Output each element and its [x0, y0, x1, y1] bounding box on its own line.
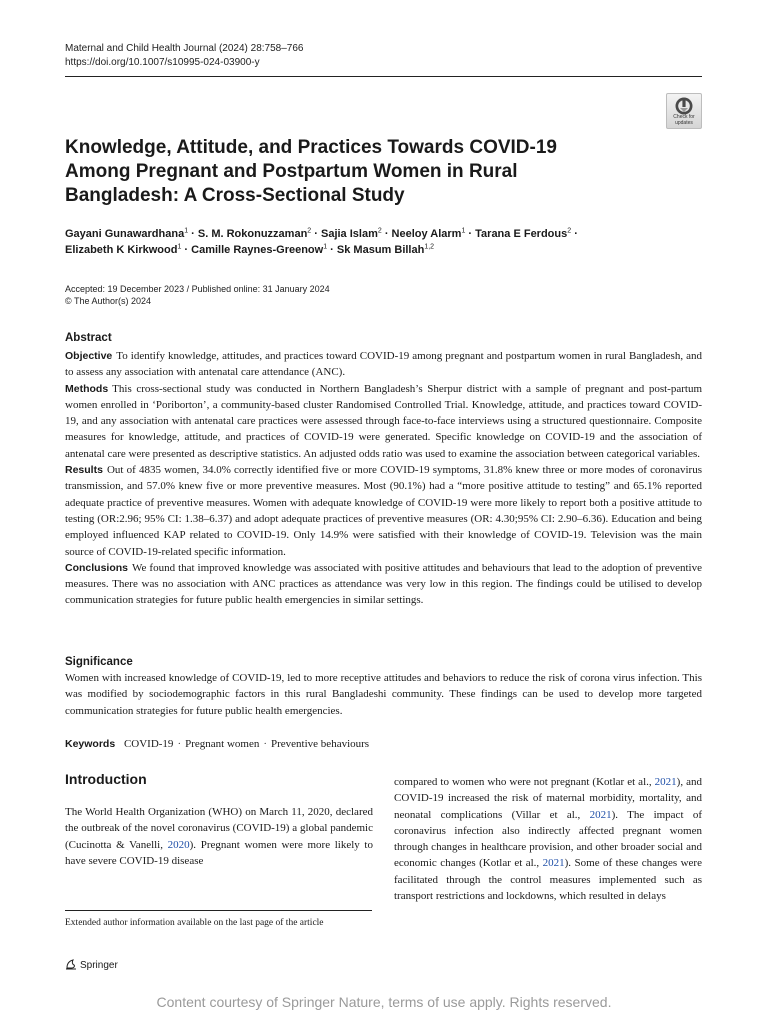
abstract-objective [65, 348, 702, 381]
keyword-item: Pregnant women [185, 738, 260, 750]
publisher-name: Springer [80, 960, 118, 971]
publisher-mark [65, 958, 118, 973]
author-info-footnote: Extended author information available on the last page of the article [65, 918, 324, 928]
keyword-separator: · [177, 738, 182, 750]
author-separator: · [311, 228, 321, 240]
significance-text: Women with increased knowledge of COVID-19, led to more receptive attitudes and behaviors to reduce the risk of corona virus infection. This was modified by sociodemographic factors in this rural Bangladeshi community. These findings can be used to develop more targeted communication strategies for future public health emergencies. [65, 672, 702, 717]
author-name: Sk Masum Billah [336, 244, 425, 256]
abstract-conclusions [65, 560, 702, 609]
author-separator: · [381, 228, 392, 240]
affiliation-marker: 1 [177, 243, 182, 251]
results-label: Results [65, 464, 103, 477]
introduction-right-column: compared to women who were not pregnant (Kotlar et al., 2021), and COVID-19 increased the risk of maternal morbidity, mortality, and neonatal complications (Villar et al., 2021). The impact of coronavirus infection also indirectly affected pregnant women through changes in healthcare provision, and other broader social and economic changes (Kotlar et al., 2021). Some of these changes were facilitated through the control measures implemented such as transport restrictions and lockdowns, which resulted in delays [394, 776, 703, 903]
significance-heading: Significance [65, 656, 133, 668]
methods-label: Methods [65, 382, 109, 395]
affiliation-marker: 1 [461, 227, 466, 235]
conclusions-label: Conclusions [65, 561, 129, 574]
header-divider [65, 76, 702, 77]
citation-link[interactable]: 2021 [654, 776, 677, 788]
footnote-divider [65, 910, 372, 911]
keywords-label: Keywords [65, 738, 116, 750]
author-name: Neeloy Alarm [391, 228, 462, 240]
citation-link[interactable]: 2021 [589, 808, 612, 821]
author-name: Sajia Islam [320, 228, 378, 240]
badge-label: Check for updates [673, 114, 695, 126]
springer-logo-icon [65, 958, 77, 970]
abstract-body [65, 348, 702, 609]
abstract-heading: Abstract [65, 332, 112, 344]
affiliation-marker: 1 [323, 243, 328, 251]
doi-link[interactable]: https://doi.org/10.1007/s10995-024-03900-y [65, 56, 260, 68]
citation-link[interactable]: 2021 [542, 857, 565, 870]
methods-text: This cross-sectional study was conducted in Northern Bangladesh’s Sherpur district with a sample of pregnant and post-partum women enrolled in ‘Poriborton’, a community-based cluster Randomised Controlled Trial. Knowledge, attitude, and practices toward COVID-19, and any association with antenatal care practices were assessed through face-to-face interviews using a structured questionnaire. Composite measures for knowledge, attitude, and practices of COVID-19 were generated. Specific knowledge on COVID-19 and the association of antenatal care were presented as descriptive statistics. An adjusted odds ratio was used to examine the association between categorical variables. [65, 382, 702, 460]
author-separator: · [571, 228, 578, 240]
article-title: Knowledge, Attitude, and Practices Towards COVID-19 Among Pregnant and Postpartum Women in Rural Bangladesh: A Cross-Sectional Study [65, 137, 557, 206]
journal-header [65, 42, 304, 69]
publication-dates [65, 283, 330, 307]
author-name: Camille Raynes-Greenow [191, 244, 324, 256]
keyword-item: Preventive behaviours [271, 738, 370, 750]
author-name: Tarana E Ferdous [475, 228, 568, 240]
check-for-updates-icon [674, 96, 694, 116]
affiliation-marker: 2 [377, 227, 382, 235]
accepted-published-date: Accepted: 19 December 2023 / Published online: 31 January 2024 [65, 284, 330, 294]
author-separator: · [181, 244, 192, 256]
citation-link[interactable]: 2020 [167, 838, 190, 851]
author-separator: · [465, 228, 476, 240]
objective-label: Objective [65, 350, 113, 362]
journal-citation: Maternal and Child Health Journal (2024) 28:758–766 [65, 43, 304, 54]
affiliation-marker: 1 [184, 227, 189, 235]
affiliation-marker: 2 [567, 227, 572, 235]
courtesy-notice: Content courtesy of Springer Nature, terms of use apply. Rights reserved. [156, 994, 612, 1010]
results-text: Out of 4835 women, 34.0% correctly identified five or more COVID-19 symptoms, 31.8% knew three or more modes of coronavirus transmission, and 57.0% knew five or more preventive measures. Most (90.1%) had a “more positive attitude to testing” and 65.1% reported adequate practice of preventive measures. Women with adequate knowledge of COVID-19 were more likely to report both a positive attitude to testing (OR:2.96; 95% CI: 1.38–6.37) and adopt adequate practices of preventive measures (OR: 4.30;95% CI: 2.90–6.36). Education and being employed influenced KAP related to COVID-19. Only 14.9% were satisfied with their knowledge of COVID-19. Television was the main source of COVID-19-related specific information. [65, 464, 702, 558]
author-name: Gayani Gunawardhana [65, 228, 185, 240]
keyword-item: COVID-19 [123, 738, 174, 750]
objective-text: To identify knowledge, attitudes, and practices toward COVID-19 among pregnant and postpartum women in rural Bangladesh, and to assess any association with antenatal care attendance (ANC). [65, 350, 702, 379]
copyright-notice: © The Author(s) 2024 [65, 296, 152, 306]
introduction-heading: Introduction [65, 771, 147, 787]
author-separator: · [188, 228, 198, 240]
keyword-separator: · [263, 738, 268, 750]
abstract-methods [65, 381, 702, 462]
author-separator: · [327, 244, 337, 256]
author-list [65, 226, 702, 258]
abstract-results [65, 462, 702, 560]
author-name: S. M. Rokonuzzaman [197, 228, 308, 240]
author-name: Elizabeth K Kirkwood [65, 244, 178, 256]
keywords-line [65, 736, 369, 752]
introduction-left-column: The World Health Organization (WHO) on March 11, 2020, declared the outbreak of the novel coronavirus (COVID-19) a global pandemic (Cucinotta & Vanelli, 2020). Pregnant women were more likely to have severe COVID-19 disease [65, 806, 373, 867]
affiliation-marker: 1,2 [424, 243, 435, 251]
conclusions-text: We found that improved knowledge was associated with positive attitudes and behaviours that lead to the adoption of preventive measures. There was no association with ANC practices as attendance was very low in this region. The findings could be utilised to develop communication strategies for future public health emergencies in similar settings. [65, 561, 702, 607]
check-for-updates-badge[interactable] [666, 93, 702, 129]
affiliation-marker: 2 [307, 227, 312, 235]
